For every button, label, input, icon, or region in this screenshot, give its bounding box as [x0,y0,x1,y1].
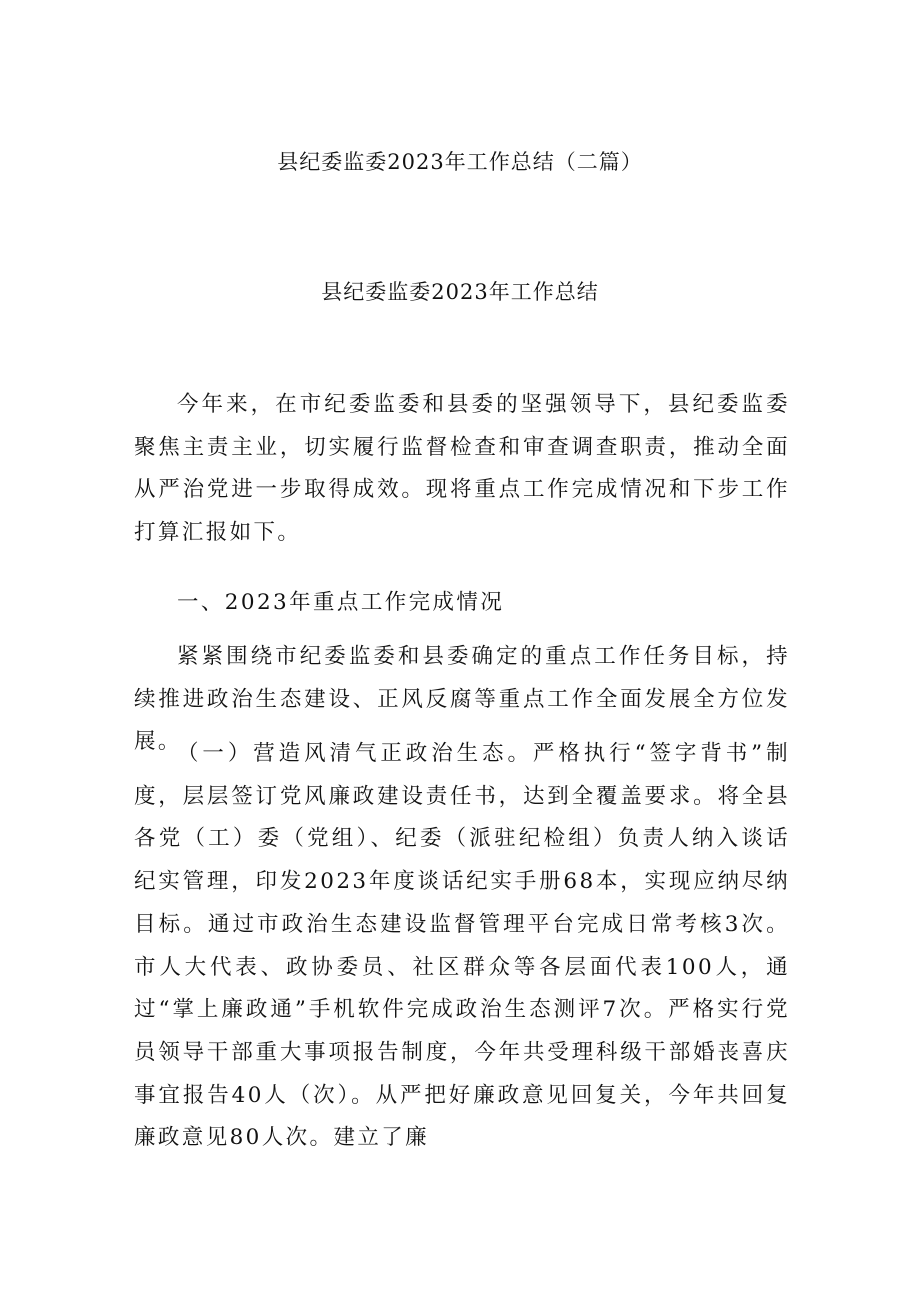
goal-paragraph-text: 紧紧围绕市纪委监委和县委确定的重点工作任务目标，持续推进政治生态建设、正风反腐等重点工作全面发展全方位发展。 [134,644,790,755]
intro-paragraph-text: 今年来，在市纪委监委和县委的坚强领导下，县纪委监委聚焦主责主业，切实履行监督检查和审查调查职责，推动全面从严治党进一步取得成效。现将重点工作完成情况和下步工作打算汇报如下。 [134,392,790,546]
document-title: 县纪委监委2023年工作总结（二篇） [277,150,643,174]
section-heading [134,582,790,625]
document-subtitle: 县纪委监委2023年工作总结 [321,280,599,304]
section-1-paragraph-text: （一）营造风清气正政治生态。严格执行“签字背书”制度，层层签订党风廉政建设责任书，达到全覆盖要求。将全县各党（工）委（党组）、纪委（派驻纪检组）负责人纳入谈话纪实管理，印发2023年度谈话纪实手册68本，实现应纳尽纳目标。通过市政治生态建设监督管理平台完成日常考核3次。市人大代表、政协委员、社区群众等各层面代表100人，通过“掌上廉政通”手机软件完成政治生态测评7次。严格实行党员领导干部重大事项报告制度，今年共受理科级干部婚丧喜庆事宜报告40人（次）。从严把好廉政意见回复关，今年共回复廉政意见80人次。建立了廉 [134,741,790,1151]
section-1-paragraph [134,733,790,1160]
intro-paragraph [134,384,790,555]
section-heading-text: 一、2023年重点工作完成情况 [177,590,505,615]
